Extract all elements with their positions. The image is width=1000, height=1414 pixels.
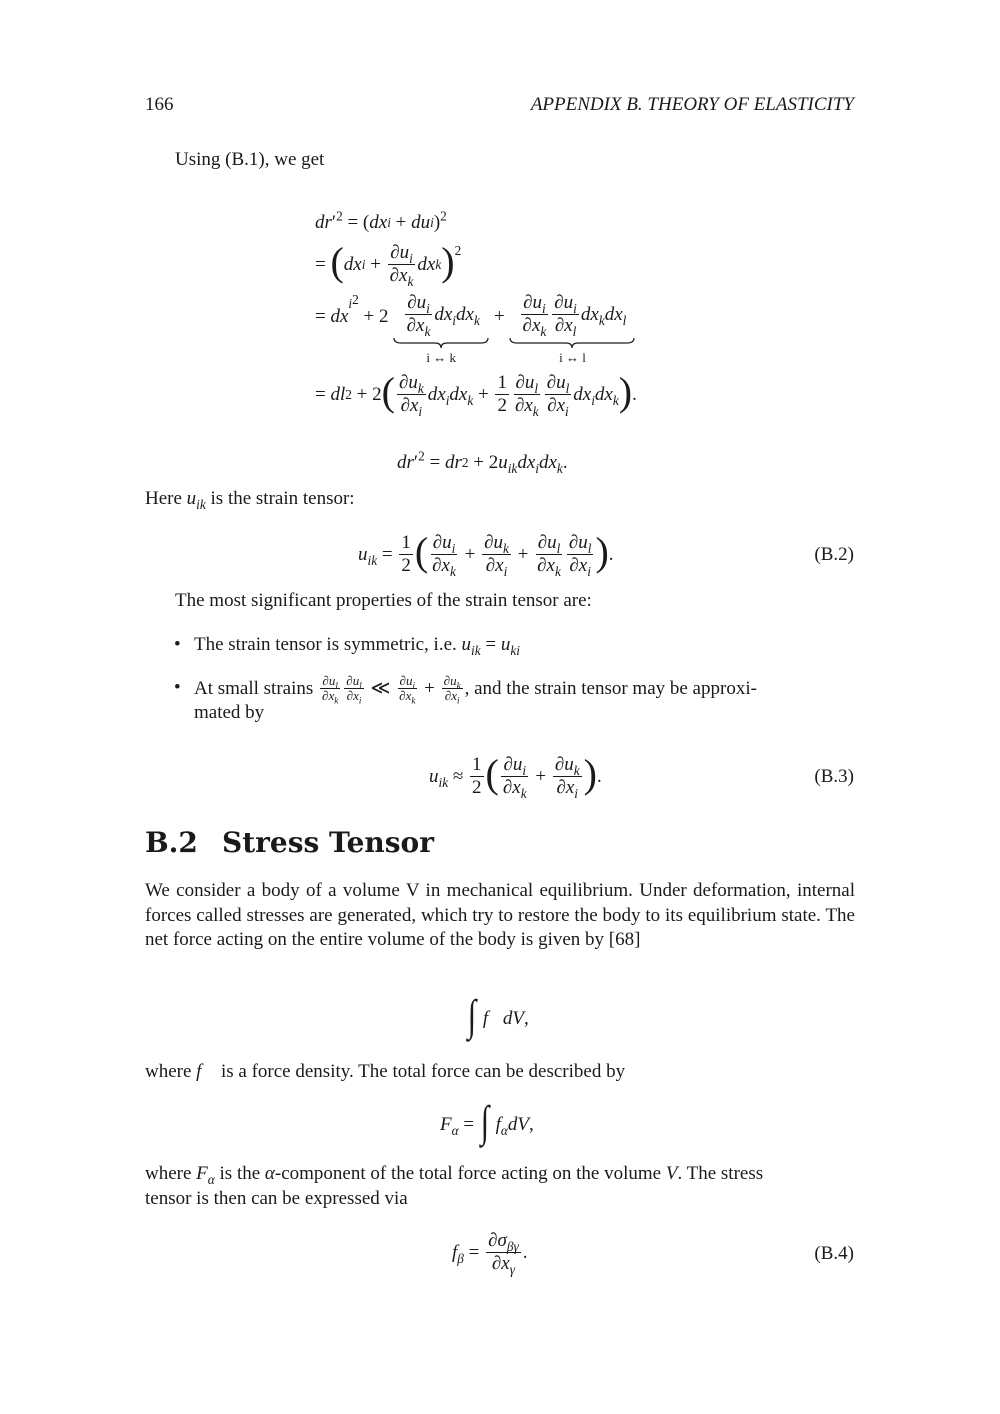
- brace-label-il: i ↔ l: [559, 350, 586, 365]
- equation-number-b3: (B.3): [814, 766, 854, 787]
- where2-text-a: where: [145, 1163, 192, 1184]
- equation-number-b2: (B.2): [814, 544, 854, 565]
- running-title: APPENDIX B. THEORY OF ELASTICITY: [530, 94, 854, 115]
- equation-b3: $u_{ik}$ ≈ $\frac{1}{2}$ ( $\frac{\partial u_i}{\partial x_k}$ + $\frac{\partial u_k}{\partial x_i}$ ) .: [429, 750, 602, 801]
- result-equation: dr $'^2$ = dr 2 + 2 $u_{ik}dx_idx_k$ .: [397, 448, 568, 476]
- integral-force: ∫ f⃗dV ,: [467, 991, 529, 1040]
- section-number: B.2: [145, 826, 198, 859]
- bullet-icon: •: [174, 634, 181, 655]
- where2-text-b: is the: [219, 1163, 261, 1184]
- equation-b4: $f_\beta$ = $\frac{\partial\sigma_{\beta\gamma}}{\partial x_\gamma}$ .: [452, 1230, 528, 1277]
- here-word: Here: [145, 488, 182, 509]
- bullet2-text-c: mated by: [194, 702, 265, 723]
- bullet1-text: The strain tensor is symmetric, i.e.: [194, 634, 457, 655]
- where1-text-b: is a force density. The total force can be described by: [220, 1061, 626, 1082]
- where2-text-d: . The stress: [677, 1163, 764, 1184]
- bullet2-text-a: At small strains: [194, 678, 314, 699]
- equation-number-b4: (B.4): [814, 1243, 854, 1264]
- section-heading: [145, 823, 434, 863]
- section-title: Stress Tensor: [222, 826, 434, 859]
- brace-label-ik: i ↔ k: [426, 350, 457, 365]
- where-f-alpha: where $F_\alpha$ is the α -component of the total force acting on the volume V . The stress: [145, 1163, 764, 1187]
- intro-text: Using (B.1), we get: [175, 149, 325, 170]
- derivation-line-2: = ( dx i + $\frac{\partial u_i}{\partial x_k}$ dx k ) $^2$: [315, 238, 462, 289]
- derivation-line-3: = dx i $^2$ + 2 $\frac{\partial u_i}{\partial x_k}$ $dx_idx_k$ i ↔ k + $\frac{\partial u_i}{\partial x_k}$ $\frac{\partial u_i}{\partial x_l}$ $dx_kdx_l$ i ↔ l: [315, 292, 635, 365]
- equation-b2: $u_{ik}$ = $\frac{1}{2}$ ( $\frac{\partial u_i}{\partial x_k}$ + $\frac{\partial u_k}{\partial x_i}$ + $\frac{\partial u_l}{\partial x_k}$ $\frac{\partial u_l}{\partial x_i}$ ) .: [358, 528, 614, 579]
- underbrace-icon: [509, 337, 635, 349]
- underbrace-icon: [393, 337, 489, 349]
- total-force-equation: $F_\alpha$ = ∫ $f_\alpha dV$ ,: [440, 1097, 534, 1146]
- where2-text-e: tensor is then can be expressed via: [145, 1188, 408, 1209]
- derivation-line-1: dr $'^2$ = ( dx i + du i )$^2$: [315, 208, 447, 233]
- strain-tensor-intro: Here $u_{ik}$ is the strain tensor:: [145, 488, 355, 512]
- where1-text-a: where: [145, 1061, 192, 1082]
- bullet-item-small-strains: At small strains $\frac{\partial u_l}{\partial x_k}$ $\frac{\partial u_l}{\partial x_i}$ ≪ $\frac{\partial u_i}{\partial x_k}$ + $\frac{\partial u_k}{\partial x_i}$ , and the strain tensor may be approxi-: [194, 673, 757, 706]
- derivation-line-4: = dl 2 + 2 ( $\frac{\partial u_k}{\partial x_i}$ $dx_idx_k$ + $\frac{1}{2}$ $\frac{\partial u_l}{\partial x_k}$ $\frac{\partial u_l}{\partial x_i}$ $dx_idx_k$ ) .: [315, 368, 637, 419]
- page-number: 166: [145, 94, 174, 115]
- body-paragraph: We consider a body of a volume V in mechanical equilibrium. Under deformation, internal forces called stresses are generated, which try to restore the body to its equilibrium state. The net force acting on the entire volume of the body is given by [68]: [145, 880, 855, 950]
- where-force-density: where f⃗ is a force density. The total force can be described by: [145, 1061, 626, 1082]
- where2-text-c: -component of the total force acting on the volume: [274, 1163, 662, 1184]
- bullet-icon: •: [174, 677, 181, 698]
- strain-tensor-phrase: is the strain tensor:: [210, 488, 355, 509]
- bullet2-text-b: , and the strain tensor may be approxi-: [464, 678, 757, 699]
- bullet-item-symmetric: The strain tensor is symmetric, i.e. $u_{ik}$ = $u_{ki}$: [194, 634, 520, 658]
- properties-text: The most significant properties of the strain tensor are:: [175, 590, 592, 611]
